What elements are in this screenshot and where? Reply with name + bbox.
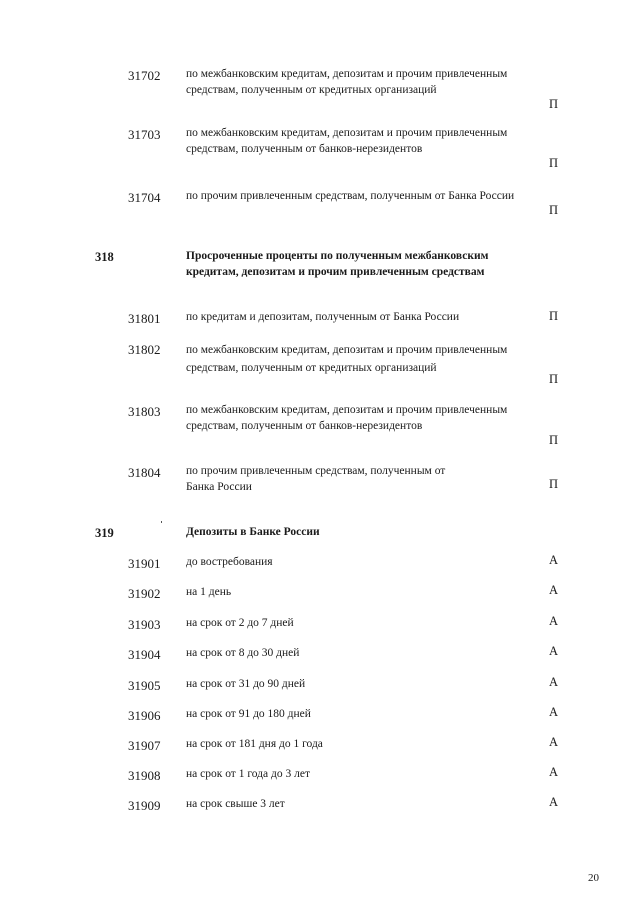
account-code: 31906	[128, 708, 161, 723]
section-title: Депозиты в Банке России	[186, 526, 320, 538]
section-title: Просроченные проценты по полученным межбанковским кредитам, депозитам и прочим привлеченным средствам	[186, 250, 489, 278]
account-description: на срок от 1 года до 3 лет	[186, 768, 310, 780]
account-description: на 1 день	[186, 586, 232, 598]
account-code: 31904	[128, 647, 161, 662]
account-description: по прочим привлеченным средствам, полученным от Банка России	[186, 190, 515, 202]
account-description: на срок от 181 дня до 1 года	[186, 738, 323, 750]
account-code: 31801	[128, 311, 161, 326]
account-description: на срок от 91 до 180 дней	[186, 708, 311, 720]
account-type: П	[549, 433, 559, 447]
account-type: П	[549, 477, 559, 491]
account-code: 31903	[128, 617, 161, 632]
account-description: на срок свыше 3 лет	[186, 798, 285, 810]
account-code: 31702	[128, 68, 161, 83]
scan-speck	[161, 521, 162, 523]
account-description: по прочим привлеченным средствам, полученным от Банка России	[186, 465, 446, 493]
account-description: по межбанковским кредитам, депозитам и прочим привлеченным средствам, полученным от банков-нерезидентов	[186, 404, 508, 432]
section-code: 319	[95, 526, 114, 540]
account-type: А	[549, 705, 559, 719]
account-description: по кредитам и депозитам, полученным от Банка России	[186, 311, 460, 323]
account-code: 31704	[128, 190, 161, 205]
account-code: 31902	[128, 586, 161, 601]
account-description: до востребования	[186, 556, 273, 568]
account-type: А	[549, 675, 559, 689]
account-type: А	[549, 583, 559, 597]
account-description: на срок от 8 до 30 дней	[186, 647, 300, 659]
account-code: 31905	[128, 678, 161, 693]
account-type: П	[549, 309, 559, 323]
account-code: 31703	[128, 127, 161, 142]
page-number: 20	[588, 872, 599, 884]
account-code: 31908	[128, 768, 161, 783]
account-type: П	[549, 372, 559, 386]
account-code: 31901	[128, 556, 161, 571]
account-description: на срок от 2 до 7 дней	[186, 617, 294, 629]
account-code: 31803	[128, 404, 161, 419]
account-type: П	[549, 203, 559, 217]
account-type: А	[549, 735, 559, 749]
account-code: 31907	[128, 738, 161, 753]
account-type: П	[549, 97, 559, 111]
account-type: А	[549, 644, 559, 658]
section-code: 318	[95, 250, 114, 264]
account-code: 31909	[128, 798, 161, 813]
account-type: А	[549, 765, 559, 779]
account-type: П	[549, 156, 559, 170]
account-code: 31804	[128, 465, 161, 480]
account-description: на срок от 31 до 90 дней	[186, 678, 306, 690]
account-type: А	[549, 795, 559, 809]
account-code: 31802	[128, 342, 161, 357]
account-description: по межбанковским кредитам, депозитам и прочим привлеченным средствам, полученным от банков-нерезидентов	[186, 127, 508, 155]
account-description: по межбанковским кредитам, депозитам и прочим привлеченным средствам, полученным от кредитных организаций	[186, 68, 508, 96]
account-type: А	[549, 614, 559, 628]
account-type: А	[549, 553, 559, 567]
account-description: по межбанковским кредитам, депозитам и прочим привлеченным средствам, полученным от кредитных организаций	[186, 344, 508, 374]
